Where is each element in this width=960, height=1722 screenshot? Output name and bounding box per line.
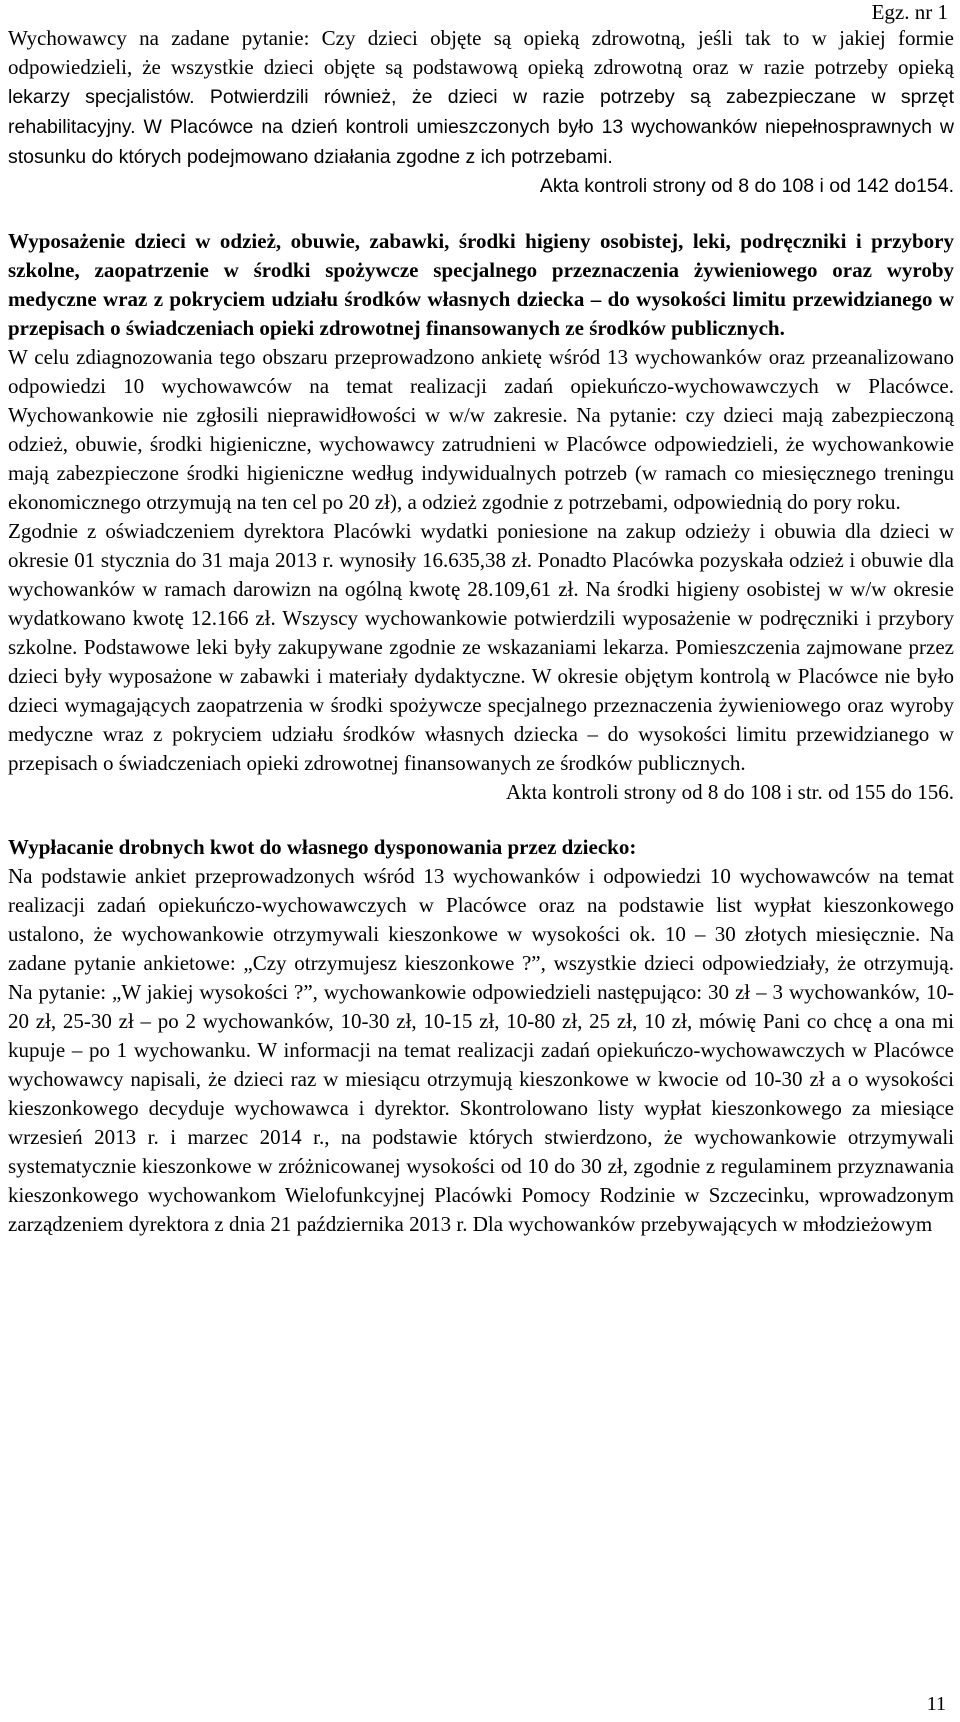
health-text-serif: Wychowawcy na zadane pytanie: Czy dzieci objęte są opieką zdrowotną, jeśli tak to w jakiej formie odpowiedzieli, że wszystkie dzieci objęte są podstawową opieką zdrowotną oraz w razie potrzeby opieką: [8, 26, 954, 79]
pocket-money-heading: Wypłacanie drobnych kwot do własnego dysponowania przez dziecko:: [8, 835, 637, 859]
section-spacer: [8, 201, 954, 227]
document-body: [8, 24, 954, 1239]
clothing-reference: Akta kontroli strony od 8 do 108 i str. od 155 do 156.: [506, 780, 954, 804]
page-number: 11: [926, 1693, 946, 1715]
section-spacer: [8, 807, 954, 833]
clothing-survey-paragraph: W celu zdiagnozowania tego obszaru przeprowadzono ankietę wśród 13 wychowanków oraz przeanalizowano odpowiedzi 10 wychowawców na temat realizacji zadań opiekuńczo-wychowawczych w Placówce. Wychowankowie nie zgłosili nieprawidłowości w w/w zakresie. Na pytanie: czy dzieci mają zabezpieczoną odzież, obuwie, środki higieniczne, wychowawcy zatrudnieni w Placówce odpowiedzieli, że wychowankowie mają zabezpieczone środki higieniczne według indywidualnych potrzeb (w ramach co miesięcznego treningu ekonomicznego otrzymują na ten cel po 20 zł), a odzież zgodnie z potrzebami, odpowiednią do pory roku.: [8, 345, 954, 514]
health-text-sans: lekarzy specjalistów. Potwierdzili również, że dzieci w razie potrzeby są zabezpieczane w sprzęt rehabilitacyjny. W Placówce na dzień kontroli umieszczonych było 13 wychowanków niepełnosprawnych w stosunku do których podejmowano działania zgodne z ich potrzebami.: [8, 86, 954, 168]
pocket-money-paragraph: Na podstawie ankiet przeprowadzonych wśród 13 wychowanków i odpowiedzi 10 wychowawców na temat realizacji zadań opiekuńczo-wychowawczych w Placówce oraz na podstawie list wypłat kieszonkowego ustalono, że wychowankowie otrzymywali kieszonkowe w wysokości ok. 10 – 30 złotych miesięcznie. Na zadane pytanie ankietowe: „Czy otrzymujesz kieszonkowe ?”, wszystkie dzieci odpowiedziały, że otrzymują. Na pytanie: „W jakiej wysokości ?”, wychowankowie odpowiedzieli następująco: 30 zł – 3 wychowanków, 10-20 zł, 25-30 zł – po 2 wychowanków, 10-30 zł, 10-15 zł, 10-80 zł, 25 zł, 10 zł, mówię Pani co chcę a ona mi kupuje – po 1 wychowanku. W informacji na temat realizacji zadań opiekuńczo-wychowawczych w Placówce wychowawcy napisali, że dzieci raz w miesiącu otrzymują kieszonkowe w kwocie od 10-30 zł a o wysokości kieszonkowego decyduje wychowawca i dyrektor. Skontrolowano listy wypłat kieszonkowego za miesiące wrzesień 2013 r. i marzec 2014 r., na podstawie których stwierdzono, że wychowankowie otrzymywali systematycznie kieszonkowe w zróżnicowanej wysokości od 10 do 30 zł, zgodnie z regulaminem przyznawania kieszonkowego wychowankom Wielofunkcyjnej Placówki Pomocy Rodzinie w Szczecinku, wprowadzonym zarządzeniem dyrektora z dnia 21 października 2013 r. Dla wychowanków przebywających w młodzieżowym: [8, 864, 954, 1236]
health-reference: Akta kontroli strony od 8 do 108 i od 142 do154.: [539, 175, 954, 197]
copy-number: Egz. nr 1: [871, 0, 948, 24]
clothing-expenses-paragraph: Zgodnie z oświadczeniem dyrektora Placówki wydatki poniesione na zakup odzieży i obuwia dla dzieci w okresie 01 stycznia do 31 maja 2013 r. wynosiły 16.635,38 zł. Ponadto Placówka pozyskała odzież i obuwie dla wychowanków w ramach darowizn na ogólną kwotę 28.109,61 zł. Na środki higieny osobistej w w/w okresie wydatkowano kwotę 12.166 zł. Wszyscy wychowankowie potwierdzili wyposażenie w podręczniki i przybory szkolne. Podstawowe leki były zakupywane zgodnie ze wskazaniami lekarza. Pomieszczenia zajmowane przez dzieci były wyposażone w zabawki i materiały dydaktyczne. W okresie objętym kontrolą w Placówce nie było dzieci wymagających zaopatrzenia w środki spożywcze specjalnego przeznaczenia żywieniowego oraz wyroby medyczne wraz z pokryciem udziału środków własnych dziecka – do wysokości limitu przewidzianego w przepisach o świadczeniach opieki zdrowotnej finansowanych ze środków publicznych.: [8, 519, 954, 775]
health-care-paragraph: [8, 24, 954, 172]
clothing-heading: Wyposażenie dzieci w odzież, obuwie, zabawki, środki higieny osobistej, leki, podręczniki i przybory szkolne, zaopatrzenie w środki spożywcze specjalnego przeznaczenia żywieniowego oraz wyroby medyczne wraz z pokryciem udziału środków własnych dziecka – do wysokości limitu przewidzianego w przepisach o świadczeniach opieki zdrowotnej finansowanych ze środków publicznych.: [8, 229, 954, 340]
